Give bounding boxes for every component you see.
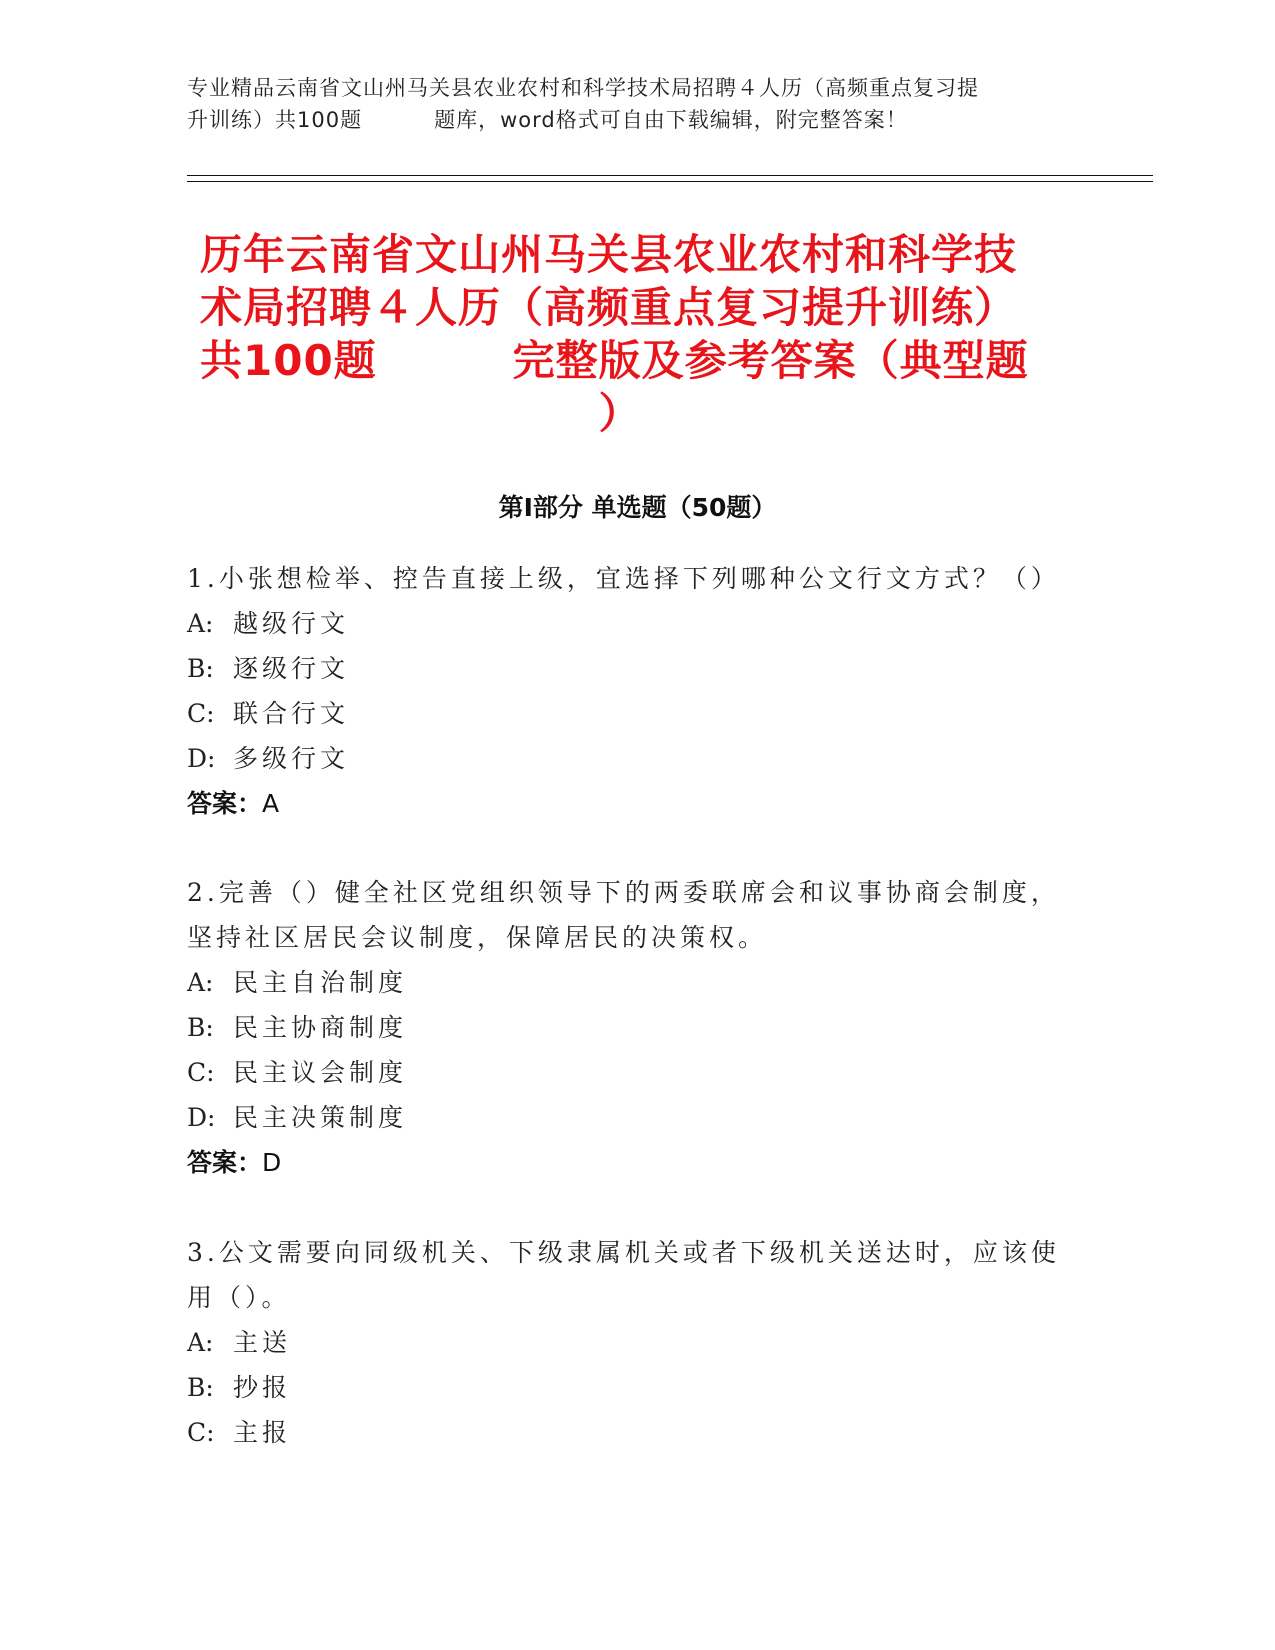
title-line-1: 历年云南省文山州马关县农业农村和科学技 (200, 230, 1018, 279)
answer-line (187, 1140, 1067, 1185)
answer-value: A (262, 789, 280, 818)
option-a (187, 960, 1067, 1005)
option-text: 主送 (233, 1328, 292, 1357)
question-2 (187, 870, 1067, 1185)
question-stem: 3.公文需要向同级机关、下级隶属机关或者下级机关送达时，应该使 (187, 1238, 1060, 1267)
title-line-3-a: 共100题 (200, 336, 377, 385)
header-line-2-b: 题库，word格式可自由下载编辑，附完整答案！ (434, 108, 908, 132)
question-stem: 2.完善（）健全社区党组织领导下的两委联席会和议事协商会制度， (187, 878, 1060, 907)
option-key: D: (187, 1103, 216, 1132)
answer-value: D (262, 1148, 282, 1177)
option-b (187, 1365, 1067, 1410)
option-key: C: (187, 1058, 215, 1087)
option-text: 逐级行文 (233, 654, 350, 683)
question-stem: 1.小张想检举、控告直接上级，宜选择下列哪种公文行文方式？（） (187, 564, 1060, 593)
option-text: 民主协商制度 (233, 1013, 408, 1042)
header-rule-top (187, 175, 1153, 176)
option-b (187, 1005, 1067, 1050)
question-1 (187, 556, 1067, 826)
option-key: B: (187, 654, 214, 683)
option-c (187, 1050, 1067, 1095)
option-text: 抄报 (233, 1373, 292, 1402)
answer-label: 答案： (187, 789, 263, 818)
document-title (200, 228, 1080, 440)
question-3 (187, 1230, 1067, 1455)
header-line-2 (187, 104, 1087, 136)
title-line-3-b: 完整版及参考答案（典型题 (512, 336, 1029, 385)
option-c (187, 1410, 1067, 1455)
question-stem-cont: 坚持社区居民会议制度，保障居民的决策权。 (187, 923, 768, 952)
option-text: 联合行文 (233, 699, 350, 728)
option-key: B: (187, 1013, 214, 1042)
option-c (187, 691, 1067, 736)
answer-label: 答案： (187, 1148, 263, 1177)
option-key: C: (187, 1418, 215, 1447)
question-stem-cont: 用（）。 (187, 1283, 291, 1312)
option-text: 多级行文 (233, 744, 350, 773)
option-key: A: (187, 968, 214, 997)
option-key: A: (187, 609, 214, 638)
option-text: 民主决策制度 (233, 1103, 408, 1132)
option-key: C: (187, 699, 215, 728)
option-key: D: (187, 744, 216, 773)
option-text: 主报 (233, 1418, 292, 1447)
header-rule-bottom (187, 181, 1153, 182)
option-key: A: (187, 1328, 214, 1357)
option-d (187, 736, 1067, 781)
option-a (187, 1320, 1067, 1365)
header-line-2-a: 升训练）共100题 (187, 108, 363, 132)
option-b (187, 646, 1067, 691)
option-text: 越级行文 (233, 609, 350, 638)
title-line-3 (200, 334, 1080, 387)
option-text: 民主自治制度 (233, 968, 408, 997)
header-line-1: 专业精品云南省文山州马关县农业农村和科学技术局招聘４人历（高频重点复习提 (187, 76, 979, 100)
title-line-2: 术局招聘４人历（高频重点复习提升训练） (200, 283, 1018, 332)
option-a (187, 601, 1067, 646)
option-d (187, 1095, 1067, 1140)
section-title: 第Ⅰ部分 单选题（50题） (498, 493, 777, 522)
option-key: B: (187, 1373, 214, 1402)
title-line-4: ） (598, 389, 642, 438)
answer-line (187, 781, 1067, 826)
document-header (187, 72, 1087, 136)
option-text: 民主议会制度 (233, 1058, 408, 1087)
